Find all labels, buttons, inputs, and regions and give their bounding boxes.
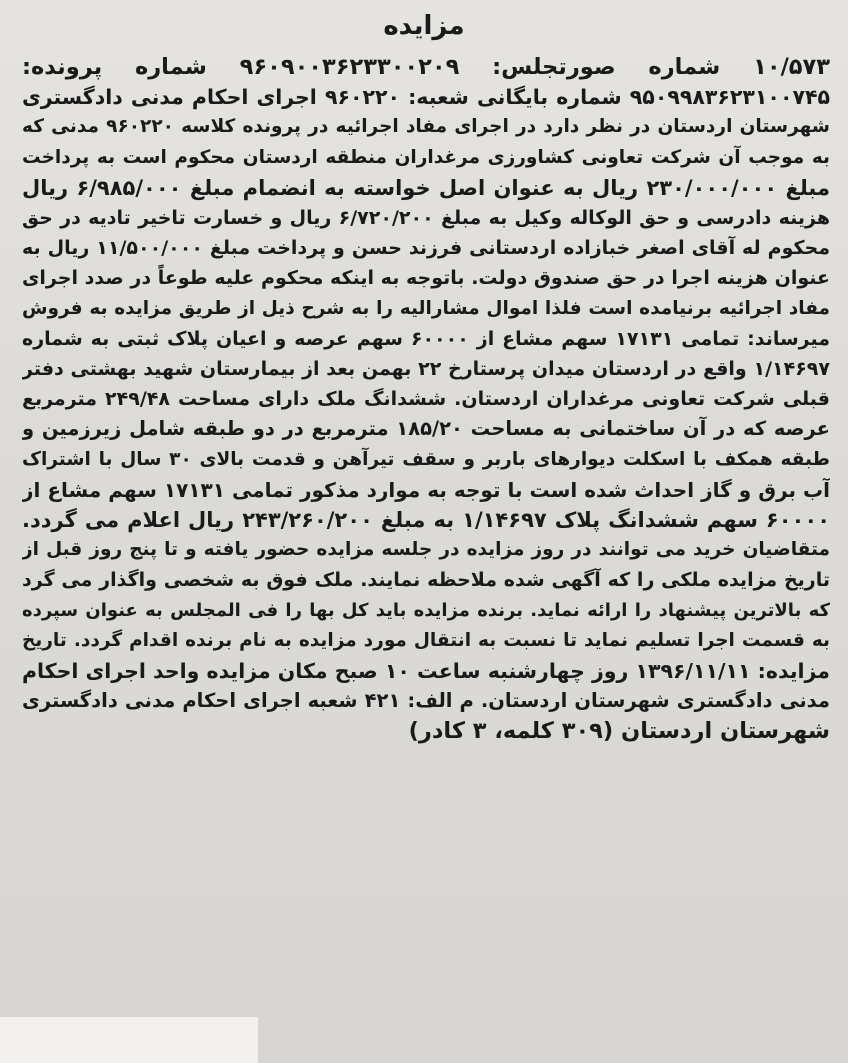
notice-line: عرصه که در آن ساختمانی به مساحت ۱۸۵/۲۰ مترمربع در دو طبقه شامل زیرزمین و	[22, 417, 830, 441]
notice-line: مفاد اجرائیه برنیامده است فلذا اموال مشارالیه را به شرح ذیل از طریق مزایده به فروش	[22, 297, 830, 319]
notice-line: قبلی شرکت تعاونی مرغداران اردستان. ششدانگ ملک دارای مساحت ۲۴۹/۴۸ مترمربع	[22, 388, 830, 411]
notice-body	[22, 52, 830, 747]
notice-line: شهرستان اردستان در نظر دارد در اجرای مفاد اجرائیه در پرونده کلاسه ۹۶۰۲۲۰ مدنی که	[22, 116, 830, 138]
notice-line: مزایده: ۱۳۹۶/۱۱/۱۱ روز چهارشنبه ساعت ۱۰ صبح مکان مزایده واحد اجرای احکام	[22, 659, 830, 684]
notice-line: به موجب آن شرکت تعاونی کشاورزی مرغداران منطقه اردستان محکوم است به پرداخت	[22, 146, 830, 168]
notice-line: ۶۰۰۰۰ سهم ششدانگ پلاک ۱/۱۴۶۹۷ به مبلغ ۲۴۳/۲۶۰/۲۰۰ ریال اعلام می گردد.	[22, 508, 830, 533]
notice-line: ۹۵۰۹۹۸۳۶۲۳۱۰۰۷۴۵ شماره بایگانی شعبه: ۹۶۰۲۲۰ اجرای احکام مدنی دادگستری	[22, 85, 830, 110]
blank-corner-patch	[0, 1017, 258, 1063]
notice-line: ۱۰/۵۷۳ شماره صورتجلس: ۹۶۰۹۰۰۳۶۲۳۳۰۰۲۰۹ شماره پرونده:	[22, 54, 830, 80]
notice-line: ۱/۱۴۶۹۷ واقع در اردستان میدان پرستارخ ۲۲ بهمن بعد از بیمارستان شهید بهشتی دفتر	[22, 358, 830, 381]
notice-line: مدنی دادگستری شهرستان اردستان. م الف: ۴۲۱ شعبه اجرای احکام مدنی دادگستری	[22, 689, 830, 713]
notice-line: مبلغ ۲۳۰/۰۰۰/۰۰۰ ریال به عنوان اصل خواسته به انضمام مبلغ ۶/۹۸۵/۰۰۰ ریال	[22, 175, 830, 200]
notice-line: تاریخ مزایده ملکی را که آگهی شده ملاحظه نمایند. ملک فوق به شخصی واگذار می گرد	[22, 569, 830, 592]
notice-line: متقاضیان خرید می توانند در روز مزایده در جلسه مزایده حضور یافته و تا پنج روز قبل از	[22, 539, 830, 561]
notice-title: مزایده	[383, 11, 465, 41]
notice-line: هزینه دادرسی و حق الوکاله وکیل به مبلغ ۶/۷۲۰/۲۰۰ ریال و خسارت تاخیر تادیه در حق	[22, 207, 830, 230]
notice-line: طبقه همکف با اسکلت دیوارهای باربر و سقف تیرآهن و قدمت بالای ۳۰ سال با اشتراک	[22, 448, 830, 470]
notice-line: شهرستان اردستان (۳۰۹ کلمه، ۳ کادر)	[408, 718, 830, 745]
notice-line: عنوان هزینه اجرا در حق صندوق دولت. باتوجه به اینکه محکوم علیه طوعاً در صدد اجرای	[22, 267, 830, 290]
notice-line: که بالاترین پیشنهاد را ارائه نماید. برنده مزایده باید کل بها را فی المجلس به عنوان سپرده	[22, 599, 830, 621]
notice-line: میرساند: تمامی ۱۷۱۳۱ سهم مشاع از ۶۰۰۰۰ سهم عرصه و اعیان پلاک ثبتی به شماره	[22, 327, 830, 350]
notice-line: به قسمت اجرا تسلیم نماید تا نسبت به انتقال مورد مزایده به نام برنده اقدام گردد. تاریخ	[22, 629, 830, 651]
notice-line: آب برق و گاز احداث شده است با توجه به موارد مذکور تمامی ۱۷۱۳۱ سهم مشاع از	[22, 477, 830, 502]
notice-line: محکوم له آقای اصغر خبازاده اردستانی فرزند حسن و پرداخت مبلغ ۱۱/۵۰۰/۰۰۰ ریال به	[22, 237, 830, 260]
